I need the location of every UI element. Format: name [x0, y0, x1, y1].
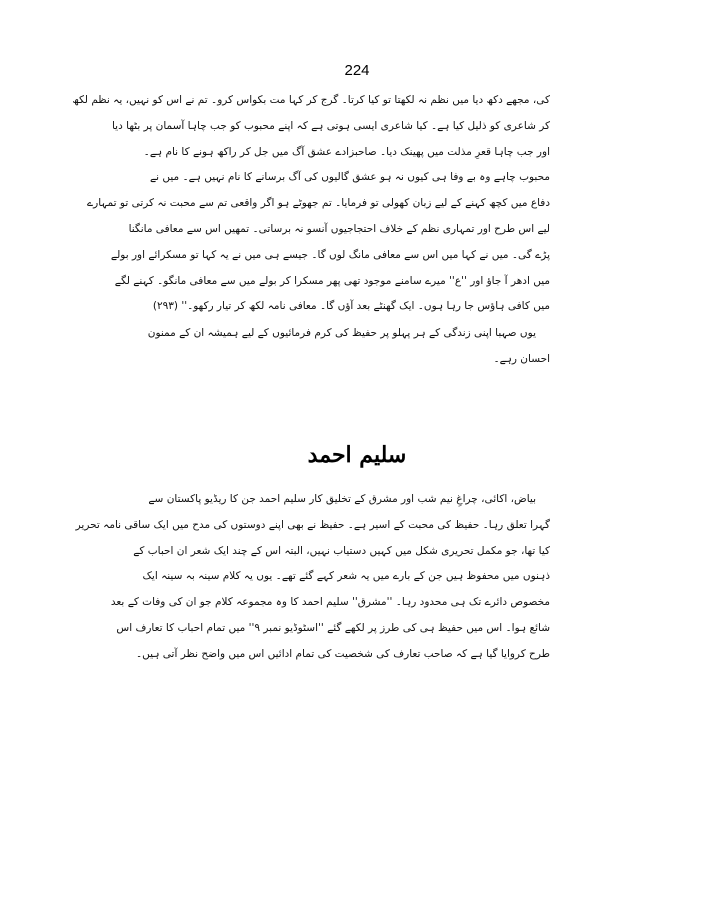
paragraph-line: کی، مجھے دکھ دیا میں نظم نہ لکھتا تو کیا کرتا۔ گرج کر کہا مت بکواس کرو۔ تم نے اس کو نہیں، یہ نظم لکھ	[72, 94, 550, 106]
paragraph-line: بیاض، اکائی، چراغِ نیم شب اور مشرق کے تخلیق کار سلیم احمد جن کا ریڈیو پاکستان سے	[148, 493, 536, 505]
section-paragraph	[75, 487, 550, 668]
paragraph-line: مخصوص دائرے تک ہی محدود رہا۔ ''مشرق'' سلیم احمد کا وہ مجموعہ کلام جو ان کی وفات کے بعد	[110, 596, 550, 609]
paragraph-line: احسان رہے۔	[493, 352, 550, 365]
paragraph-line: یوں صہبا اپنی زندگی کے ہر پہلو پر حفیظ کی کرم فرمائیوں کے لیے ہمیشہ ان کے ممنون	[147, 327, 536, 339]
paragraph-line: طرح کروایا گیا ہے کہ صاحب تعارف کی شخصیت کی تمام ادائیں اس میں واضح نظر آتی ہیں۔	[136, 647, 550, 660]
paragraph-2	[147, 321, 550, 373]
section-heading: سلیم احمد	[307, 442, 407, 468]
paragraph-line: دفاع میں کچھ کہنے کے لیے زبان کھولی تو فرمایا۔ تم جھوٹے ہو اگر واقعی تم سے محبت نہ کرتی تو تمہارے	[86, 197, 550, 210]
paragraph-line: ذہنوں میں محفوظ ہیں جن کے بارے میں یہ شعر کہے گئے تھے۔ یوں یہ کلام سینہ بہ سینہ ایک	[142, 570, 550, 583]
paragraph-line: شائع ہوا۔ اس میں حفیظ ہی کی طرز پر لکھے گئے ''اسٹوڈیو نمبر ۹'' میں تمام احباب کا تعارف اس	[116, 621, 550, 634]
paragraph-line: اور جب چاہا قعرِ مذلت میں پھینک دیا۔ صاحبزادے عشق آگ میں جل کر راکھ ہونے کا نام ہے۔	[143, 145, 550, 158]
paragraph-line: گہرا تعلق رہا۔ حفیظ کی محبت کے اسیر ہے۔ حفیظ نے بھی اپنے دوستوں کی مدح میں ایک ساقی نامہ تحریر	[75, 518, 550, 531]
paragraph-line: میں کافی ہاؤس جا رہا ہوں۔ ایک گھنٹے بعد آؤں گا۔ معافی نامہ لکھ کر تیار رکھو۔'' (۲۹۳)	[152, 300, 550, 313]
paragraph-line: لیے اس طرح اور تمہاری نظم کے خلاف احتجاجیوں آنسو نہ برساتی۔ تمھیں اس سے معافی مانگنا	[128, 222, 550, 235]
paragraph-1	[72, 88, 550, 320]
paragraph-line: پڑے گی۔ میں نے کہا میں اس سے معافی مانگ لوں گا۔ جیسے ہی میں نے یہ کہا تو مسکرائے اور بولے	[110, 248, 550, 261]
page-number: 224	[344, 62, 370, 79]
paragraph-line: کر شاعری کو ذلیل کیا ہے۔ کیا شاعری ایسی ہوتی ہے کہ اپنے محبوب کو جب چاہا آسمان پر بٹھا دیا	[111, 119, 550, 132]
paragraph-line: محبوب چاہے وہ بے وفا ہی کیوں نہ ہو عشق گالیوں کی آگ برسانے کا نام نہیں ہے۔ میں نے	[149, 171, 550, 184]
paragraph-line: میں ادھر آ جاؤ اور ''ع'' میرے سامنے موجود تھی پھر مسکرا کر بولے میں سے معافی مانگو۔ کہنے لگے	[114, 274, 550, 287]
paragraph-line: کیا تھا، جو مکمل تحریری شکل میں کہیں دستیاب نہیں، البتہ اس کے چند ایک شعر ان احباب کے	[133, 544, 550, 557]
